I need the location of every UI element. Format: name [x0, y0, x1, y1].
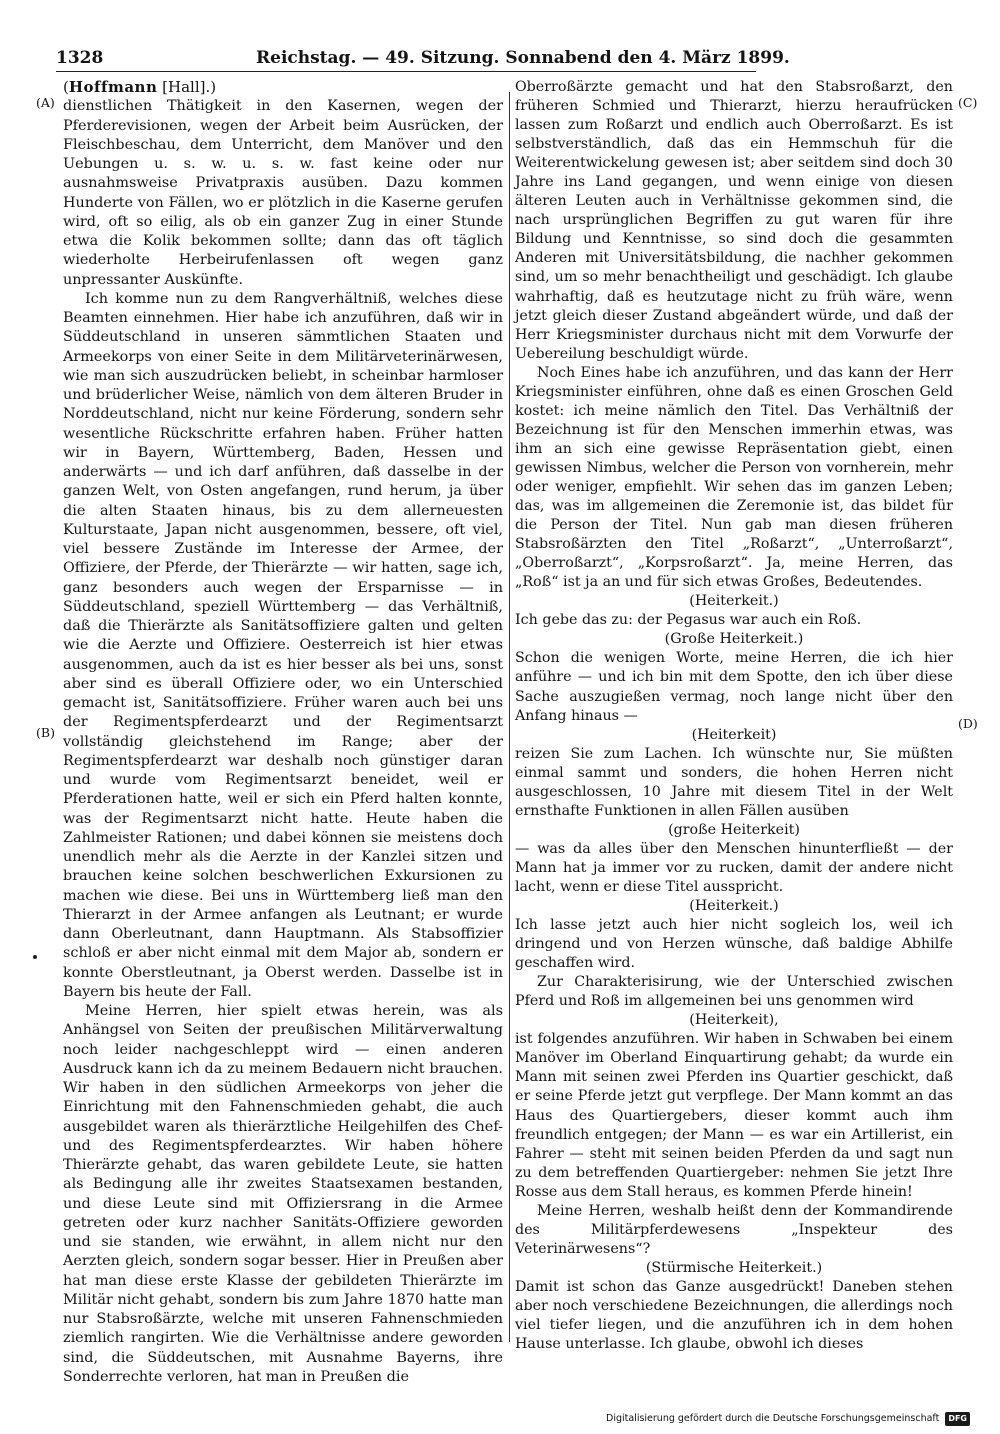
margin-marker-d: (D) [958, 716, 978, 731]
running-title: Reichstag. — 49. Sitzung. Sonnabend den 4. März 1899. [256, 48, 790, 68]
reaction-note: (Große Heiterkeit.) [664, 631, 804, 648]
reaction-note: (Heiterkeit.) [689, 593, 779, 610]
reaction-note: (Heiterkeit.) [689, 898, 779, 915]
right-column [515, 78, 953, 1354]
funding-note: Digitalisierung gefördert durch die Deutsche Forschungsgemeinschaft [606, 1413, 940, 1424]
dfg-logo: DFG [945, 1412, 970, 1426]
paragraph: Damit ist schon das Ganze ausgedrückt! Daneben stehen aber noch verschiedene Bezeichnungen, die allerdings noch viel tiefer liegen, und die anzuführen ich in dem hohen Hause unterlasse. Ich glaube, obwohl ich dieses [515, 1278, 953, 1353]
margin-marker-c: (C) [958, 95, 978, 110]
reaction-note: (Heiterkeit), [689, 1012, 779, 1029]
paragraph: dienstlichen Thätigkeit in den Kasernen, wegen der Pferderevisionen, wegen der Arbeit beim Ausrücken, der Fleischbeschau, dem Unterricht, dem Manöver und den Uebungen u. s. w. u. s. w. fast keine oder nur ausnahmsweise Privatpraxis ausüben. Dazu kommen Hunderte von Fällen, wo er plötzlich in die Kaserne gerufen wird, oft so eilig, als ob ein ganzer Zug in einer Stunde etwa die Kolik bekommen sollte; dann das oft täglich wiederholte Herbeirufenlassen oft wegen ganz unpressanter Auskünfte. [63, 98, 503, 288]
paragraph: reizen Sie zum Lachen. Ich wünschte nur, Sie müßten einmal sammt und sonders, die hohen Herren nicht ausgeschlossen, 10 Jahre mit diesem Titel in der Welt ernsthafte Funktionen in allen Fällen ausüben [515, 745, 953, 819]
reaction-note: (große Heiterkeit) [668, 821, 800, 838]
reaction-note: (Stürmische Heiterkeit.) [645, 1259, 823, 1276]
print-speck [33, 955, 37, 959]
left-column [63, 78, 503, 1387]
paragraph: Oberroßärzte gemacht und hat den Stabsroßarzt, den früheren Schmied und Thierarzt, hierzu heraufrücken lassen zum Roßarzt und endlich auch Oberroßarzt. Es ist selbstverständlich, daß das ein Hemmschuh für die Weiterentwickelung gewesen ist; aber seitdem sind doch 30 Jahre ins Land gegangen, und wenn einige von diesen älteren Leuten auch in Verhältnisse gekommen sind, die nach ursprünglichen Begriffen zu gut waren für ihre Bildung und Kenntnisse, so sind doch die gesammten Anderen mit Universitätsbildung, die nachher gekommen sind, um so mehr benachtheiligt und geschädigt. Ich glaube wahrhaftig, daß es heutzutage nicht zu früh wäre, wenn jetzt gleich dieser Zustand abgeändert würde, und daß der Herr Kriegsminister durchaus nicht mit dem Vorwurfe der Uebereilung beschuldigt würde. [515, 79, 953, 362]
paragraph: Ich lasse jetzt auch hier nicht sogleich los, weil ich dringend und von Herzen wünsche, daß baldige Abhilfe geschaffen wird. [515, 917, 953, 972]
page-number: 1328 [56, 48, 104, 68]
column-divider [509, 92, 510, 1342]
reaction-note: (Heiterkeit) [691, 726, 777, 743]
paragraph: Schon die wenigen Worte, meine Herren, die ich hier anführe — und ich bin mit dem Spotte, den ich über diese Sache auszugießen vermag, noch lange nicht über den Anfang hinaus — [515, 650, 953, 724]
speaker-line: (Hoffmann [Hall].) [63, 78, 217, 96]
margin-marker-a: (A) [36, 95, 55, 110]
speaker-place: [Hall].) [162, 78, 217, 96]
paragraph: Meine Herren, weshalb heißt denn der Kommandirende des Militärpferdewesens „Inspekteur des Veterinärwesens“? [515, 1202, 953, 1257]
paragraph: Ich gebe das zu: der Pegasus war auch ein Roß. [515, 612, 862, 629]
paragraph: — was da alles über den Menschen hinunterfließt — der Mann hat ja immer vor zu rucken, damit der andere nicht lacht, wenn er diese Titel ausspricht. [515, 840, 953, 895]
paragraph: Noch Eines habe ich anzuführen, und das kann der Herr Kriegsminister einführen, ohne daß es einen Groschen Geld kostet: ich meine nämlich den Titel. Das Verhältniß der Bezeichnung ist für den Menschen immerhin etwas, was ihm an sich eine gewisse Repräsentation giebt, einen gewissen Nimbus, welcher die Person von vornherein, mehr oder weniger, empfiehlt. Wir sehen das im ganzen Leben; das, was im allgemeinen die Zeremonie ist, das bildet für die Person der Titel. Nun gab man diesen früheren Stabsroßärzten den Titel „Roßarzt“, „Unterroßarzt“, „Oberroßarzt“, „Korpsroßarzt“. Ja, meine Herren, das „Roß“ ist ja an und für sich etwas Großes, Bedeutendes. [515, 364, 953, 591]
margin-marker-b: (B) [36, 725, 55, 740]
paragraph: Ich komme nun zu dem Rangverhältniß, welches diese Beamten einnehmen. Hier habe ich anzuführen, daß wir in Süddeutschland in unseren sämmtlichen Staaten und Armeekorps von einer Seite in dem Militärveterinärwesen, wie man sich auszudrücken beliebt, in scheinbar harmloser und brüderlicher Weise, nämlich von dem älteren Bruder in Norddeutschland, nicht nur keine Förderung, sondern sehr wesentliche Rückschritte erfahren haben. Früher hatten wir in Bayern, Württemberg, Baden, Hessen und anderwärts — und ich darf anführen, daß dasselbe in der ganzen Welt, von Osten angefangen, rund herum, ja über die alten Staaten hinaus, bis zu dem allerneuesten Kulturstaate, Japan nicht ausgenommen, bessere, oft viel, viel bessere Zustände im Interesse der Armee, der Offiziere, der Pferde, der Thierärzte — wir hatten, sage ich, ganz besonders auch wegen der Ersparnisse — in Süddeutschland, speziell Württemberg — das Verhältniß, daß die Thierärzte als Sanitätsoffiziere galten und gelten wie die Aerzte und Offiziere. Oesterreich ist hier etwas ausgenommen, auch da ist es hier besser als bei uns, sonst aber sind es überall Offiziere oder, wo ein Unterschied gemacht ist, Sanitätsoffiziere. Früher waren auch bei uns der Regimentspferdearzt und der Regimentsarzt vollständig gleichstehend im Range; aber der Regimentspferdearzt war deshalb noch günstiger daran und wurde vom Regimentsarzt beneidet, weil er Pferderationen hatte, weil er sich ein Pferd halten konnte, was der Regimentsarzt nicht hatte. Heute haben die Zahlmeister Rationen; und dabei können sie meistens doch unendlich mehr als die Aerzte in der Kanzlei sitzen und brauchen keine solchen beschwerlichen Exkursionen zu machen wie diese. Bei uns in Württemberg ließ man den Thierarzt in der Armee anfangen als Leutnant; er wurde dann Oberleutnant, dann Hauptmann. Als Stabsoffizier schloß er aber nicht einmal mit dem Major ab, sondern er konnte Oberstleutnant, ja Oberst werden. Dasselbe ist in Bayern bis heute der Fall. [63, 290, 503, 1000]
paragraph: Zur Charakterisirung, wie der Unterschied zwischen Pferd und Roß im allgemeinen bei uns genommen wird [515, 974, 953, 1010]
paragraph: Meine Herren, hier spielt etwas herein, was als Anhängsel von Seiten der preußischen Militärverwaltung noch leider nachgeschleppt wird — einen anderen Ausdruck kann ich da zu meinem Bedauern nicht brauchen. Wir haben in den südlichen Armeekorps von jeher die Einrichtung mit den Fahnenschmieden gehabt, die auch ausgebildet waren als thierärztliche Heilgehilfen des Chef- und des Regimentspferdearztes. Wir haben höhere Thierärzte gehabt, das waren gebildete Leute, sie hatten als Bedingung alle ihr zweites Staatsexamen bestanden, und diese Leute sind mit Offiziersrang in die Armee getreten oder kurz nachher Sanitäts-Offiziere geworden und sie standen, wie erwähnt, in allem nicht nur den Aerzten gleich, sondern sogar besser. Hier in Preußen aber hat man diese erste Klasse der gebildeten Thierärzte im Militär nicht gehabt, sondern bis zum Jahre 1870 hatte man nur Stabsroßärzte, welche mit unseren Fahnenschmieden ziemlich rangirten. Wie die Verhältnisse andere geworden sind, die Süddeutschen, mit Ausnahme Bayerns, ihre Sonderrechte verloren, hat man in Preußen die [63, 1003, 503, 1385]
speaker-name: Hoffmann [68, 78, 158, 96]
paragraph: ist folgendes anzuführen. Wir haben in Schwaben bei einem Manöver im Oberland Einquartirung gehabt; da wurde ein Mann mit seinen zwei Pferden ins Quartier geschickt, daß er seine Pferde jetzt gut verpflege. Der Mann kommt an das Haus des Quartiergebers, dieser kommt auch ihm freundlich entgegen; der Mann — es war ein Artillerist, ein Fahrer — steht mit seinen beiden Pferden da und sagt nun zu dem betreffenden Quartiergeber: nehmen Sie jetzt Ihre Rosse aus dem Stall heraus, es kommen Pferde hinein! [515, 1031, 953, 1200]
funding-footer [606, 1411, 970, 1427]
page-header [56, 44, 790, 72]
